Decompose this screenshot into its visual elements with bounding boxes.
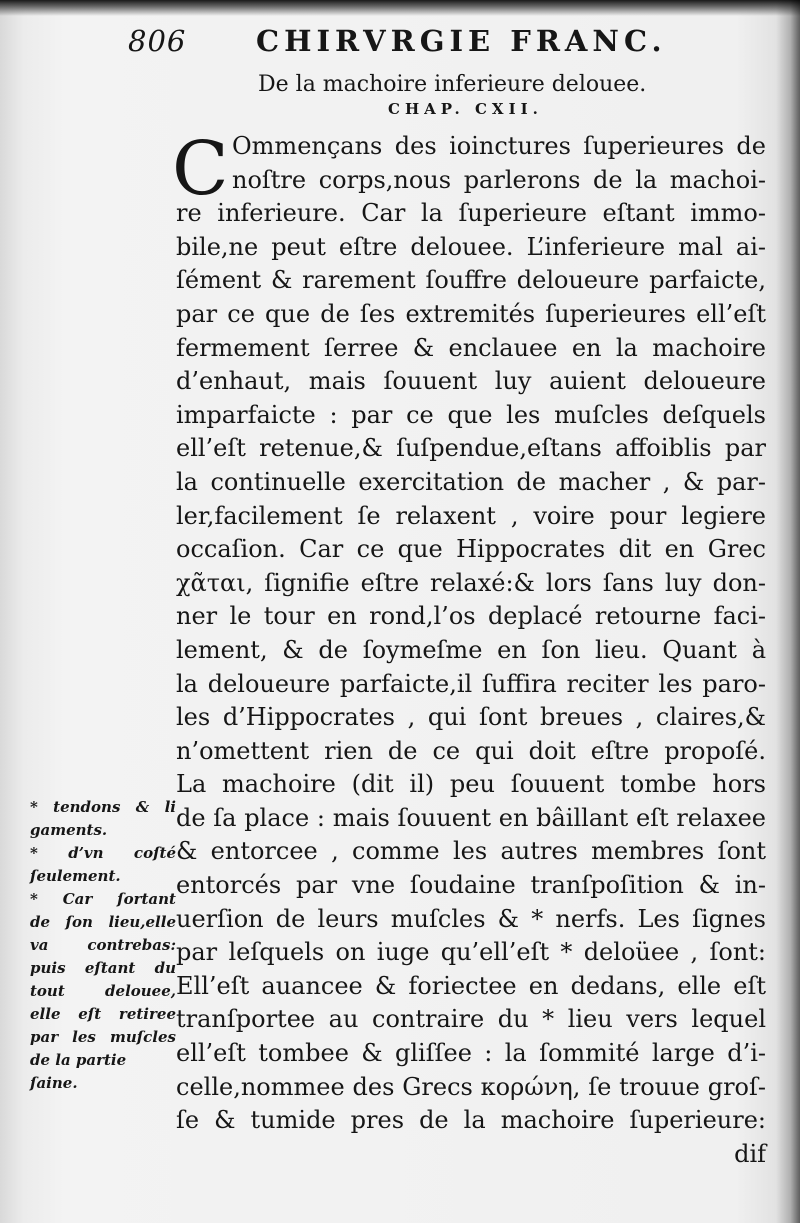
margin-note-line: de ſon lieu,elle bbox=[30, 913, 176, 931]
text-line: Ommençans des ioinctures ſuperieures de bbox=[232, 132, 766, 160]
text-line: fermement ſerree & enclauee en la machoire bbox=[176, 333, 766, 362]
text-line: ner le tour en rond,l’os deplacé retourne faci- bbox=[176, 602, 766, 631]
running-head bbox=[128, 24, 688, 64]
text-line: La machoire (dit il) peu ſouuent tombe hors bbox=[176, 770, 766, 799]
text-line: ell’eſt retenue,& ſuſpendue,eſtans affoiblis par bbox=[176, 434, 766, 463]
text-line: imparfaicte : par ce que les muſcles deſquels bbox=[176, 400, 766, 429]
margin-note-line: gaments. bbox=[30, 821, 108, 839]
text-line: la continuelle exercitation de macher , & par- bbox=[176, 467, 766, 496]
margin-note-line: * d’vn coſté bbox=[30, 844, 176, 862]
binding-shadow bbox=[776, 0, 800, 1223]
text-line: ell’eſt tombee & gliſſee : la ſommité large d’i- bbox=[176, 1039, 766, 1068]
margin-note-line: de la partie bbox=[30, 1051, 127, 1069]
margin-note-line: par les muſcles bbox=[30, 1028, 176, 1046]
text-line: lement, & de ſoymeſme en ſon lieu. Quant à bbox=[176, 635, 766, 664]
margin-note-line: puis eſtant du bbox=[30, 959, 176, 977]
text-line: entorcés par vne ſoudaine tranſpoſition & in- bbox=[176, 871, 766, 900]
chapter-title: De la machoire inferieure delouee. bbox=[258, 72, 647, 97]
text-line: de ſa place : mais ſouuent en bâillant eſt relaxee bbox=[176, 803, 766, 832]
page-number: 806 bbox=[128, 24, 187, 58]
margin-note-line: * tendons & li bbox=[30, 798, 176, 816]
text-line: bile,ne peut eſtre delouee. L’inferieure mal ai- bbox=[176, 232, 766, 261]
catchword: dif bbox=[734, 1139, 766, 1168]
text-line: re inferieure. Car la ſuperieure eſtant immo- bbox=[176, 199, 766, 228]
margin-note-line: elle eſt retiree bbox=[30, 1005, 176, 1023]
body-text bbox=[176, 130, 766, 1171]
text-line: χᾶται, ſignifie eſtre relaxé:& lors ſans luy don- bbox=[176, 568, 766, 597]
text-line: Ell’eſt auancee & foriectee en dedans, elle eſt bbox=[176, 971, 766, 1000]
chapter-number: CHAP. CXII. bbox=[388, 100, 543, 118]
margin-note-line: * Car ſortant bbox=[30, 890, 176, 908]
text-line: d’enhaut, mais ſouuent luy auient deloueure bbox=[176, 367, 766, 396]
margin-note-line: va contrebas: bbox=[30, 936, 176, 954]
text-line: celle,nommee des Grecs κορώνη, ſe trouue groſ- bbox=[176, 1072, 766, 1101]
text-line: ſément & rarement ſouffre deloueure parfaicte, bbox=[176, 266, 766, 295]
margin-note-line: ſaine. bbox=[30, 1074, 78, 1092]
text-line: ler,facilement ſe relaxent , voire pour legiere bbox=[176, 501, 766, 530]
text-line: par ce que de ſes extremités ſuperieures ell’eſt bbox=[176, 299, 766, 328]
drop-cap: C bbox=[172, 126, 229, 212]
running-title: CHIRVRGIE FRANC. bbox=[256, 24, 667, 58]
text-line: occaſion. Car ce que Hippocrates dit en Grec bbox=[176, 535, 766, 564]
text-line: n’omettent rien de ce qui doit eſtre propoſé. bbox=[176, 736, 766, 765]
text-line: la deloueure parfaicte,il ſuffira reciter les paro- bbox=[176, 669, 766, 698]
margin-note-line: ſeulement. bbox=[30, 867, 121, 885]
margin-note-line: tout delouee, bbox=[30, 982, 176, 1000]
text-line: uerſion de leurs muſcles & * nerfs. Les ſignes bbox=[176, 904, 766, 933]
text-line: noſtre corps,nous parlerons de la machoi- bbox=[232, 165, 766, 194]
text-line: par leſquels on iuge qu’ell’eſt * deloüee , ſont: bbox=[176, 938, 766, 967]
margin-notes bbox=[30, 796, 176, 1095]
top-edge-shadow bbox=[0, 0, 800, 16]
text-line: ſe & tumide pres de la machoire ſuperieure: bbox=[176, 1106, 766, 1135]
text-line: tranſportee au contraire du * lieu vers lequel bbox=[176, 1005, 766, 1034]
text-line: & entorcee , comme les autres membres ſont bbox=[176, 837, 766, 866]
text-line: les d’Hippocrates , qui ſont breues , claires,& bbox=[176, 703, 766, 732]
